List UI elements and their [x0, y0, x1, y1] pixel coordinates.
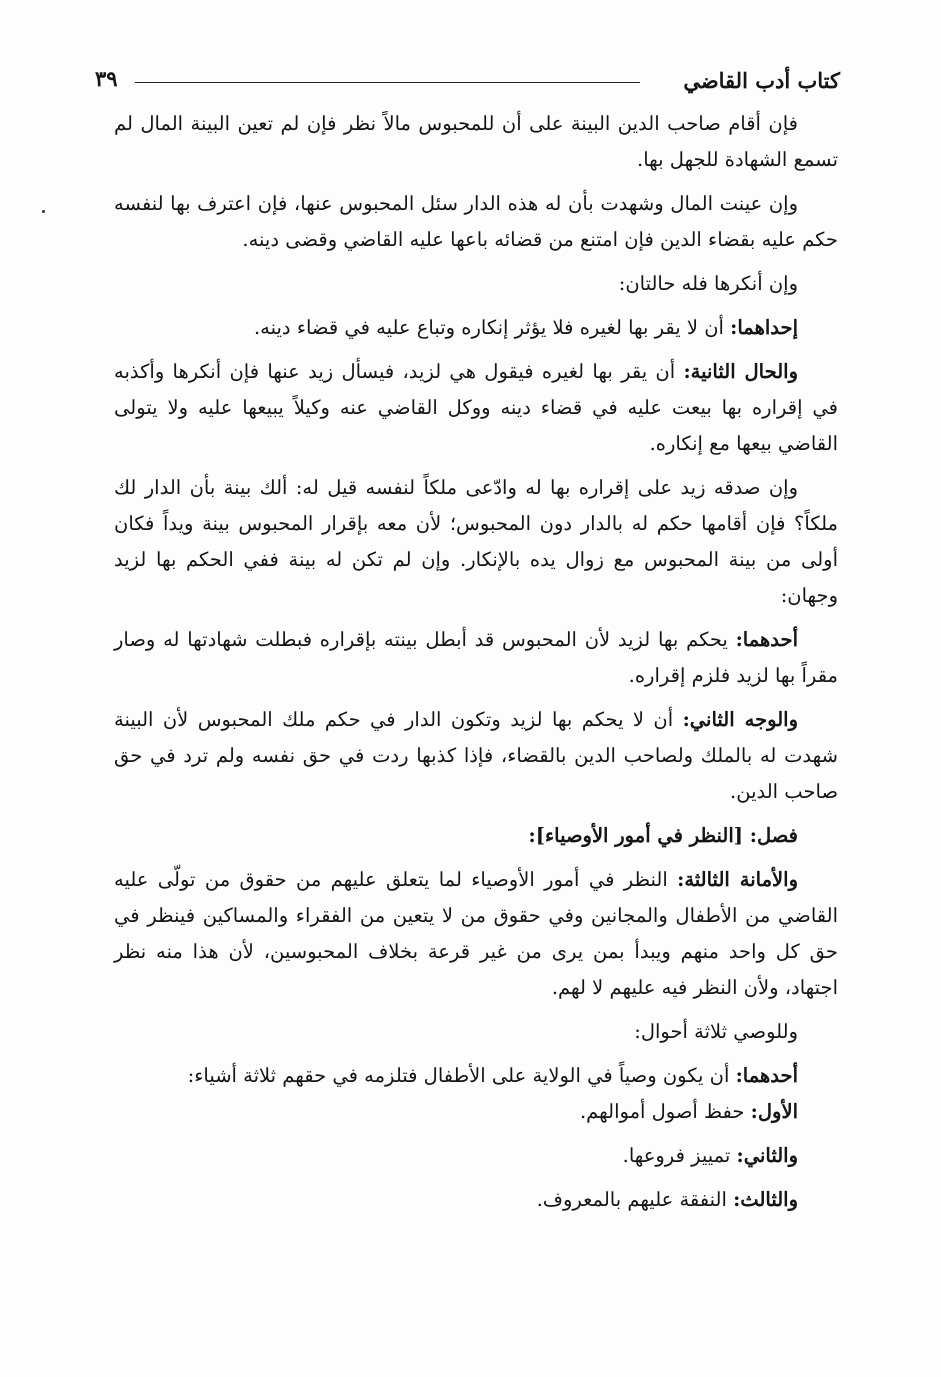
paragraph: والوجه الثاني: أن لا يحكم بها لزيد وتكون الدار في حكم ملك المحبوس لأن البينة شهدت له بالملك ولصاحب الدين بالقضاء، فإذا كذبها ردت في حق نفسه ولم ترد في حق صاحب الدين. [114, 708, 838, 803]
list-item: الأول: حفظ أصول أموالهم. [579, 1100, 798, 1123]
section-heading: فصل: [النظر في أمور الأوصياء]: [528, 824, 798, 847]
book-title: كتاب أدب القاضي [683, 68, 840, 93]
paragraph: وإن أنكرها فله حالتان: [618, 272, 798, 295]
header-rule [135, 82, 640, 83]
body-text [114, 106, 838, 1226]
scan-speck [42, 210, 45, 213]
running-header [95, 60, 840, 100]
paragraph: فإن أقام صاحب الدين البينة على أن للمحبوس مالاً نظر فإن لم تعين البينة المال لم تسمع الشهادة للجهل بها. [114, 112, 838, 171]
list-item: والثالث: النفقة عليهم بالمعروف. [536, 1188, 798, 1211]
paragraph: إحداهما: أن لا يقر بها لغيره فلا يؤثر إنكاره وتباع عليه في قضاء دينه. [253, 316, 798, 339]
paragraph: أحدهما: يحكم بها لزيد لأن المحبوس قد أبطل بينته بإقراره فبطلت شهادتها له وصار مقراً بها لزيد فلزم إقراره. [114, 628, 838, 687]
paragraph: وإن صدقه زيد على إقراره بها له وادّعى ملكاً لنفسه قيل له: ألك بينة بأن الدار لك ملكاً؟ فإن أقامها حكم له بالدار دون المحبوس؛ لأن معه بإقرار المحبوس بينة ويداً فكان أولى من بينة المحبوس مع زوال يده بالإنكار. وإن لم تكن له بينة ففي الحكم بها لزيد وجهان: [114, 476, 838, 607]
paragraph: والأمانة الثالثة: النظر في أمور الأوصياء لما يتعلق عليهم من حقوق من تولّى عليه القاضي من الأطفال والمجانين وفي حقوق من لا يتعين من الفقراء والمساكين فينظر في حق كل واحد منهم ويبدأ بمن يرى من غير قرعة بخلاف المحبوسين، لأن هذا منه نظر اجتهاد، ولأن النظر فيه عليهم لا لهم. [114, 868, 838, 999]
paragraph: وللوصي ثلاثة أحوال: [634, 1020, 798, 1043]
paragraph: والحال الثانية: أن يقر بها لغيره فيقول هي لزيد، فيسأل زيد عنها فإن أنكرها وأكذبه في إقراره بها بيعت عليه في قضاء دينه ووكل القاضي عنه وكيلاً يبيعها عليه ولا يتولى القاضي بيعها مع إنكاره. [114, 360, 838, 455]
paragraph: وإن عينت المال وشهدت بأن له هذه الدار سئل المحبوس عنها، فإن اعترف بها لنفسه حكم عليه بقضاء الدين فإن امتنع من قضائه باعها عليه القاضي وقضى دينه. [114, 192, 838, 251]
paragraph: أحدهما: أن يكون وصياً في الولاية على الأطفال فتلزمه في حقهم ثلاثة أشياء: [187, 1064, 798, 1087]
page-number: ٣٩ [95, 66, 118, 91]
list-item: والثاني: تمييز فروعها. [622, 1144, 798, 1167]
